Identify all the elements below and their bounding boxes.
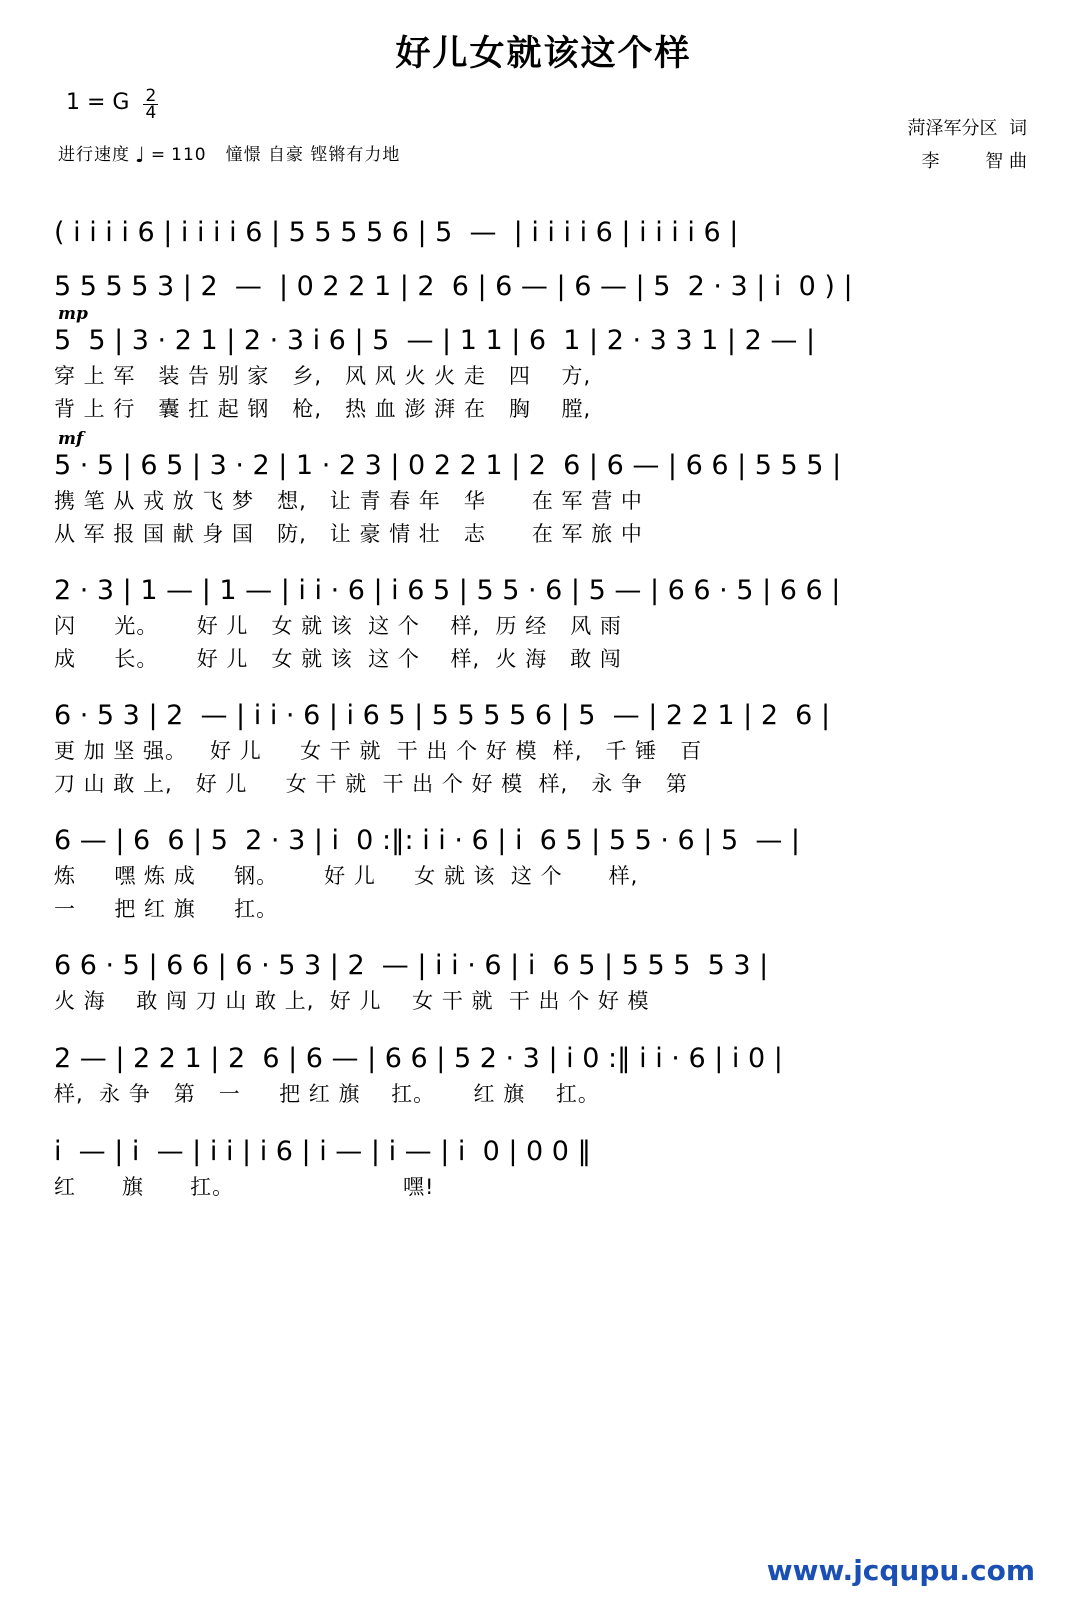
- lyrics-block: [54, 985, 1033, 1018]
- key-signature: [66, 86, 158, 124]
- tempo-marking: [58, 140, 400, 165]
- credits: [908, 112, 1027, 179]
- page-title: 好儿女就该这个样: [395, 34, 692, 74]
- lyric-verse-1: 更 加 坚 强。 好 儿 女 干 就 干 出 个 好 模 样, 千 锤 百: [54, 739, 703, 764]
- lyric-verse-1: 闪 光。 好 儿 女 就 该 这 个 样, 历 经 风 雨: [54, 614, 622, 639]
- lyrics-block: [54, 1171, 1033, 1204]
- tempo-label: 进行速度: [58, 145, 130, 165]
- notation-line: 2 · 3 | 1 — | 1 — | i i · 6 | i 6 5 | 5 5 · 6 | 5 — | 6 6 · 5 | 6 6 |: [54, 575, 841, 607]
- notation-line: 5 · 5 | 6 5 | 3 · 2 | 1 · 2 3 | 0 2 2 1 | 2 6 | 6 — | 6 6 | 5 5 5 |: [54, 450, 842, 482]
- notation-line: 2 — | 2 2 1 | 2 6 | 6 — | 6 6 | 5 2 · 3 | i 0 :‖ i i · 6 | i 0 |: [54, 1042, 783, 1074]
- lyrics-block: [54, 610, 1033, 675]
- system-verse-2: [54, 429, 1033, 550]
- quarter-note-icon: ♩: [135, 143, 146, 167]
- score-header: [0, 82, 1087, 202]
- lyric-verse-2: 成 长。 好 儿 女 就 该 这 个 样, 火 海 敢 闯: [54, 646, 622, 671]
- key-signature-text: 1 = G: [66, 90, 130, 115]
- music-systems: [54, 202, 1033, 1203]
- time-signature-numerator: 2: [145, 86, 157, 106]
- dynamic-marking: mf: [58, 429, 84, 450]
- expression-marking: 憧憬 自豪 铿锵有力地: [225, 145, 401, 165]
- system-verse-1: [54, 304, 1033, 425]
- lyrics-block: [54, 735, 1033, 800]
- tempo-bpm: 110: [171, 145, 207, 165]
- lyric-verse-1: 炼 嘿 炼 成 钢。 好 儿 女 就 该 这 个 样,: [54, 864, 639, 889]
- system-verse-6: [54, 935, 1033, 1018]
- dynamic-marking: mp: [58, 304, 88, 324]
- lyrics-block: [54, 485, 1033, 550]
- notation-line: 5 5 5 5 3 | 2 — | 0 2 2 1 | 2 6 | 6 — | 6 — | 5 2 · 3 | i 0 ) |: [54, 270, 853, 302]
- lyric-verse-2: 背 上 行 囊 扛 起 钢 枪, 热 血 澎 湃 在 胸 膛,: [54, 396, 592, 421]
- site-watermark: www.jcqupu.com: [766, 1554, 1035, 1587]
- lyric-verse-2: 从 军 报 国 献 身 国 防, 让 豪 情 壮 志 在 军 旅 中: [54, 521, 643, 546]
- lyric-verse-2: 刀 山 敢 上, 好 儿 女 干 就 干 出 个 好 模 样, 永 争 第: [54, 771, 688, 796]
- lyric-verse-1: 火 海 敢 闯 刀 山 敢 上, 好 儿 女 干 就 干 出 个 好 模: [54, 989, 650, 1014]
- lyric-verse-2: 一 把 红 旗 扛。: [54, 896, 279, 921]
- notation-line: 6 6 · 5 | 6 6 | 6 · 5 3 | 2 — | i i · 6 | i 6 5 | 5 5 5 5 3 |: [54, 950, 769, 982]
- notation-line: i — | i — | i i | i 6 | i — | i — | i 0 | 0 0 ‖: [54, 1135, 592, 1167]
- time-signature-denominator: 4: [145, 103, 157, 124]
- credit-composer: 李 智 曲: [921, 151, 1027, 173]
- system-coda: [54, 1121, 1033, 1204]
- system-verse-4: [54, 685, 1033, 800]
- notation-line: 6 · 5 3 | 2 — | i i · 6 | i 6 5 | 5 5 5 5 6 | 5 — | 2 2 1 | 2 6 |: [54, 700, 831, 732]
- system-intro-2: [54, 256, 1033, 304]
- notation-line: ( i i i i 6 | i i i i 6 | 5 5 5 5 6 | 5 — | i i i i 6 | i i i i 6 |: [54, 216, 739, 248]
- system-intro-1: [54, 202, 1033, 250]
- lyrics-block: [54, 860, 1033, 925]
- system-verse-3: [54, 560, 1033, 675]
- lyric-verse-1: 携 笔 从 戎 放 飞 梦 想, 让 青 春 年 华 在 军 营 中: [54, 489, 643, 514]
- notation-line: 5 5 | 3 · 2 1 | 2 · 3 i 6 | 5 — | 1 1 | 6 1 | 2 · 3 3 1 | 2 — |: [54, 324, 816, 356]
- lyric-verse-1: 穿 上 军 装 告 别 家 乡, 风 风 火 火 走 四 方,: [54, 364, 592, 388]
- system-verse-5: [54, 810, 1033, 925]
- lyric-verse-1: 红 旗 扛。 嘿!: [54, 1174, 435, 1199]
- system-verse-7: [54, 1028, 1033, 1111]
- credit-lyricist: 菏泽军分区 词: [907, 118, 1027, 139]
- lyrics-block: [54, 360, 1033, 425]
- tempo-equals: =: [150, 145, 167, 165]
- lyrics-block: [54, 1078, 1033, 1111]
- lyric-verse-1: 样, 永 争 第 一 把 红 旗 扛。 红 旗 扛。: [54, 1082, 600, 1107]
- notation-line: 6 — | 6 6 | 5 2 · 3 | i 0 :‖: i i · 6 | i 6 5 | 5 5 · 6 | 5 — |: [54, 825, 801, 857]
- time-signature: [143, 86, 158, 124]
